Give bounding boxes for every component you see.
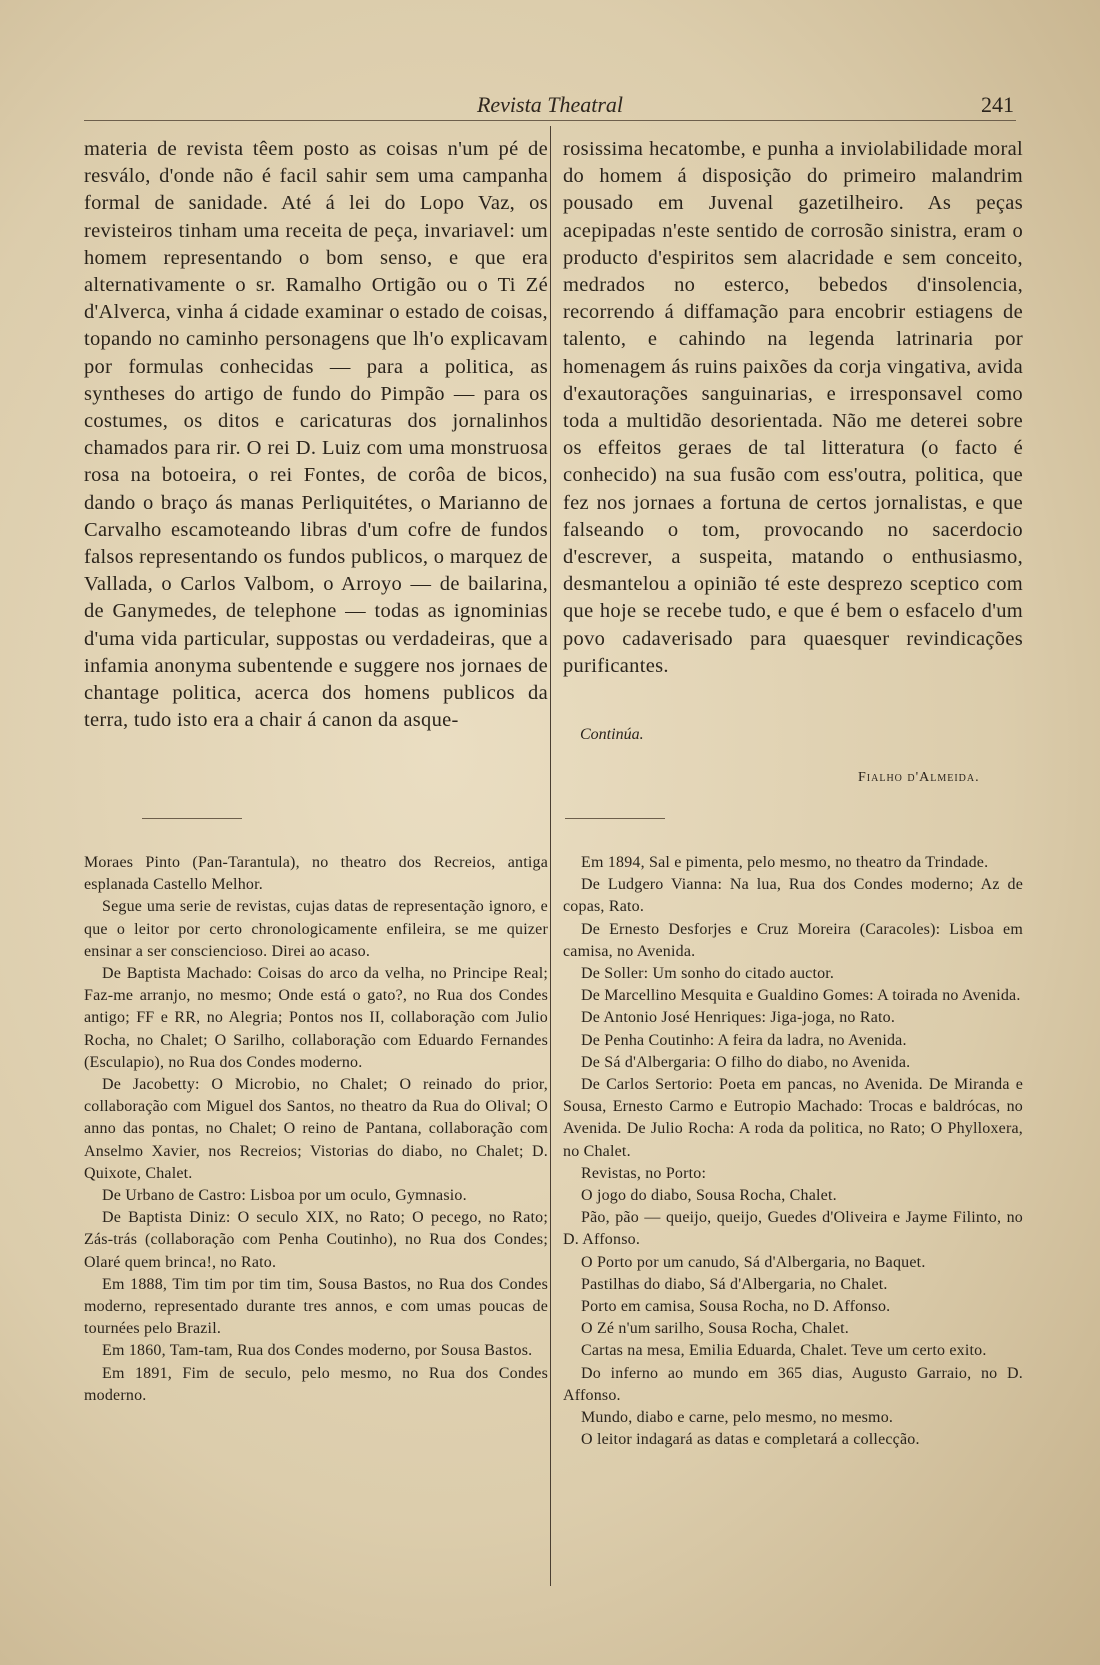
upper-left-paragraph: materia de revista têem posto as coisas n'um pé de resválo, d'onde não é facil sahir sem uma campanha formal de sanidade. Até á lei do Lopo Vaz, os revisteiros tinham uma receita de peça, invariavel: um homem representando o bom senso, e que era alternativamente o sr. Ramalho Ortigão ou o Ti Zé d'Alverca, vinha á cidade examinar o estado de coisas, topando no caminho personagens que lh'o explicavam por formulas conhecidas — para a politica, as syntheses do artigo de fundo do Pimpão — para os costumes, os ditos e caricaturas dos jornalinhos chamados para rir. O rei D. Luiz com uma monstruosa rosa na botoeira, o rei Fontes, de corôa de bicos, dando o braço ás manas Perliquitétes, o Marianno de Carvalho escamoteando libras d'um cofre de fundos falsos representando os fundos publicos, o marquez de Vallada, o Carlos Valbom, o Arroyo — de bailarina, de Ganymedes, de telephone — todas as ignominias d'uma vida particular, suppostas ou verdadeiras, que a infamia anonyma subentende e suggere nos jornaes de chantage politica, acerca dos homens publicos da terra, tudo isto era a chair á canon da asque- bbox=[84, 138, 548, 732]
page-number: 241 bbox=[981, 92, 1014, 117]
list-item: Mundo, diabo e carne, pelo mesmo, no mesmo. bbox=[581, 1409, 894, 1427]
list-item: O Porto por um canudo, Sá d'Albergaria, no Baquet. bbox=[581, 1253, 926, 1271]
column-divider bbox=[550, 126, 551, 1586]
list-item: Porto em camisa, Sousa Rocha, no D. Affonso. bbox=[581, 1298, 891, 1316]
list-item: Em 1888, Tim tim por tim tim, Sousa Bastos, no Rua dos Condes moderno, representado durante tres annos, e com umas poucas de tournées pelo Brazil. bbox=[84, 1275, 548, 1338]
list-item: Em 1891, Fim de seculo, pelo mesmo, no Rua dos Condes moderno. bbox=[84, 1364, 548, 1404]
footnote-rule-right bbox=[565, 818, 665, 819]
lower-right-column bbox=[563, 852, 1023, 1451]
list-item: Revistas, no Porto: bbox=[581, 1164, 707, 1182]
journal-title: Revista Theatral bbox=[476, 92, 624, 117]
upper-right-paragraph: rosissima hecatombe, e punha a inviolabilidade moral do homem á disposição do primeiro malandrim pousado em Juvenal gazetilheiro. As peças acepipadas n'este sentido de corrosão sinistra, eram o producto d'espiritos sem alacridade e sem conceito, medrados no esterco, bebedos d'insolencia, recorrendo á diffamação para encobrir estiagens de talento, e cahindo na legenda latrinaria por homenagem ás ruins paixões da corja vingativa, avida d'exautorações sanguinarias, e irresponsavel como toda a multidão desorientada. Não me deterei sobre os effeitos geraes de tal litteratura (o facto é conhecido) na sua fusão com ess'outra, politica, que fez nos jornaes a fortuna de certos jornalistas, e que falseando o tom, provocando no sacerdocio d'escrever, a suspeita, matando o enthusiasmo, desmantelou a opinião té este desprezo sceptico com que hoje se recebe tudo, e que é bem o esfacelo d'um povo cadaverisado para quaesquer revindicações purificantes. bbox=[563, 138, 1023, 677]
list-item: De Sá d'Albergaria: O filho do diabo, no Avenida. bbox=[581, 1053, 911, 1071]
author-name: Fialho d'Almeida. bbox=[858, 770, 980, 785]
list-item: De Ernesto Desforjes e Cruz Moreira (Caracoles): Lisboa em camisa, no Avenida. bbox=[563, 920, 1023, 960]
list-item: Do inferno ao mundo em 365 dias, Augusto Garraio, no D. Affonso. bbox=[563, 1364, 1023, 1404]
list-item: O Zé n'um sarilho, Sousa Rocha, Chalet. bbox=[581, 1320, 849, 1338]
list-item: De Antonio José Henriques: Jiga-joga, no Rato. bbox=[581, 1009, 896, 1027]
continued-note: Continúa. bbox=[580, 726, 644, 743]
list-item: De Baptista Diniz: O seculo XIX, no Rato; O pecego, no Rato; Zás-trás (collaboração com Penha Coutinho), no Rua dos Condes; Olaré quem brinca!, no Rato. bbox=[84, 1209, 548, 1271]
list-item: O jogo do diabo, Sousa Rocha, Chalet. bbox=[581, 1187, 837, 1205]
upper-right-column bbox=[563, 136, 1023, 680]
list-item: De Carlos Sertorio: Poeta em pancas, no Avenida. De Miranda e Sousa, Ernesto Carmo e Eutropio Machado: Trocas e baldrócas, no Avenida. De Julio Rocha: A roda da politica, no Rato; O Phylloxera, no Chalet. bbox=[563, 1076, 1023, 1160]
list-item: Pastilhas do diabo, Sá d'Albergaria, no Chalet. bbox=[581, 1275, 888, 1293]
list-item: De Ludgero Vianna: Na lua, Rua dos Condes moderno; Az de copas, Rato. bbox=[563, 876, 1023, 916]
list-item: De Baptista Machado: Coisas do arco da velha, no Principe Real; Faz-me arranjo, no mesmo; Onde está o gato?, no Rua dos Condes antigo; FF e RR, no Alegria; Pontos nos II, collaboração com Julio Rocha, no Chalet; O Sarilho, collaboração com Eduardo Fernandes (Esculapio), no Rua dos Condes moderno. bbox=[84, 965, 548, 1071]
footnote-rule-left bbox=[142, 818, 242, 819]
list-item: De Penha Coutinho: A feira da ladra, no Avenida. bbox=[581, 1031, 907, 1049]
list-item: Em 1860, Tam-tam, Rua dos Condes moderno, por Sousa Bastos. bbox=[102, 1342, 533, 1360]
list-item: De Jacobetty: O Microbio, no Chalet; O reinado do prior, collaboração com Miguel dos Santos, no theatro da Rua do Olival; O anno das pontas, no Chalet; O reino de Pantana, collaboração com Anselmo Xavier, nos Recreios; Vistorias do diabo, no Chalet; D. Quixote, Chalet. bbox=[84, 1076, 548, 1182]
list-item: Segue uma serie de revistas, cujas datas de representação ignoro, e que o leitor por certo chronologicamente enfileira, se me quizer ensinar a ser consciencioso. Direi ao acaso. bbox=[84, 898, 548, 960]
list-item: Moraes Pinto (Pan-Tarantula), no theatro dos Recreios, antiga esplanada Castello Melhor. bbox=[84, 854, 548, 894]
list-item: De Soller: Um sonho do citado auctor. bbox=[581, 965, 835, 983]
author-signature bbox=[858, 770, 980, 786]
upper-left-column bbox=[84, 136, 548, 734]
running-header bbox=[84, 90, 1016, 121]
list-item: Pão, pão — queijo, queijo, Guedes d'Oliveira e Jayme Filinto, no D. Affonso. bbox=[563, 1209, 1023, 1249]
list-item: De Marcellino Mesquita e Gualdino Gomes: A toirada no Avenida. bbox=[581, 987, 1021, 1005]
list-item: De Urbano de Castro: Lisboa por um oculo, Gymnasio. bbox=[102, 1187, 467, 1205]
list-item: Cartas na mesa, Emilia Eduarda, Chalet. Teve um certo exito. bbox=[581, 1342, 987, 1360]
lower-left-column bbox=[84, 852, 548, 1407]
list-item: O leitor indagará as datas e completará a collecção. bbox=[581, 1431, 920, 1449]
list-item: Em 1894, Sal e pimenta, pelo mesmo, no theatro da Trindade. bbox=[581, 854, 989, 871]
